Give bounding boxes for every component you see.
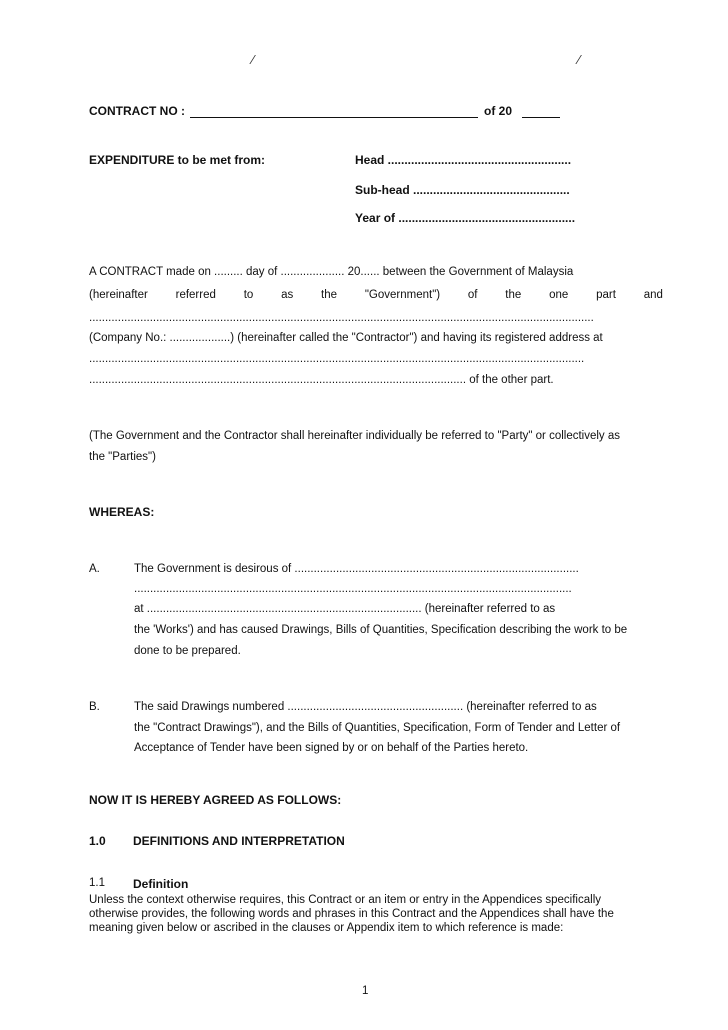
whereas-b-line-3: Acceptance of Tender have been signed by or on behalf of the Parties hereto. [134,742,529,754]
intro-word: to [243,289,254,301]
intro-line-4: (Company No.: ...................) (hereinafter called the "Contractor") and having its registered address at [89,332,603,344]
intro-word: the [321,289,338,301]
whereas-a-line-3: at ...................................................................................... (hereinafter referred to as [134,603,556,615]
page-number: 1 [362,985,369,997]
definition-line-2: otherwise provides, the following words and phrases in this Contract and the Appendices shall have the [89,908,614,920]
year-field[interactable] [522,106,560,118]
intro-word: as [281,289,294,301]
of-20-label: of 20 [484,104,513,118]
definition-line-1: Unless the context otherwise requires, this Contract or an item or entry in the Appendices specifically [89,894,601,906]
section-title: DEFINITIONS AND INTERPRETATION [133,834,345,848]
intro-word: and [643,289,663,301]
intro-line-2 [89,289,663,301]
intro-word: referred [175,289,216,301]
expenditure-label: EXPENDITURE to be met from: [89,153,266,167]
whereas-b-line-2: the "Contract Drawings"), and the Bills of Quantities, Specification, Form of Tender and Letter of [134,722,621,734]
contract-no-field[interactable] [190,106,478,118]
definition-line-3: meaning given below or ascribed in the clauses or Appendix item to which reference is made: [89,922,564,934]
parties-note-line-2: the "Parties") [89,451,156,463]
intro-word: one [549,289,569,301]
whereas-b-marker: B. [89,701,100,713]
head-field: Head ....................................................... [355,153,572,167]
intro-line-6: ...................................................................................................................... of the other part. [89,374,554,386]
section-number: 1.0 [89,834,106,848]
intro-line-3: .............................................................................................................................................................. [89,312,594,324]
whereas-a-line-1: The Government is desirous of ......................................................................................... [134,563,579,575]
intro-word: "Government") [364,289,441,301]
whereas-a-line-4: the 'Works') and has caused Drawings, Bills of Quantities, Specification describing the work to be [134,624,628,636]
intro-line-1: A CONTRACT made on ......... day of .................... 20...... between the Government of Malaysia [89,266,574,278]
whereas-a-line-5: done to be prepared. [134,645,241,657]
agreed-heading: NOW IT IS HEREBY AGREED AS FOLLOWS: [89,793,342,807]
subhead-field: Sub-head ............................................... [355,183,570,197]
intro-word: (hereinafter [89,289,148,301]
intro-word: the [505,289,522,301]
intro-line-5: ........................................................................................................................................................... [89,353,585,365]
intro-word: of [467,289,478,301]
intro-word: part [596,289,616,301]
whereas-a-marker: A. [89,563,100,575]
contract-no-label: CONTRACT NO : [89,104,185,118]
subsection-number: 1.1 [89,877,105,889]
subsection-title: Definition [133,877,189,891]
parties-note-line-1: (The Government and the Contractor shall hereinafter individually be referred to "Party" or collectively as [89,430,621,442]
whereas-a-line-2: ......................................................................................................................................... [134,583,572,595]
corner-mark-left: ⁄ [252,52,255,67]
whereas-b-line-1: The said Drawings numbered ....................................................... (hereinafter referred to as [134,701,597,713]
whereas-heading: WHEREAS: [89,505,155,519]
corner-mark-right: ⁄ [578,52,581,67]
year-of-field: Year of ..................................................... [355,211,576,225]
